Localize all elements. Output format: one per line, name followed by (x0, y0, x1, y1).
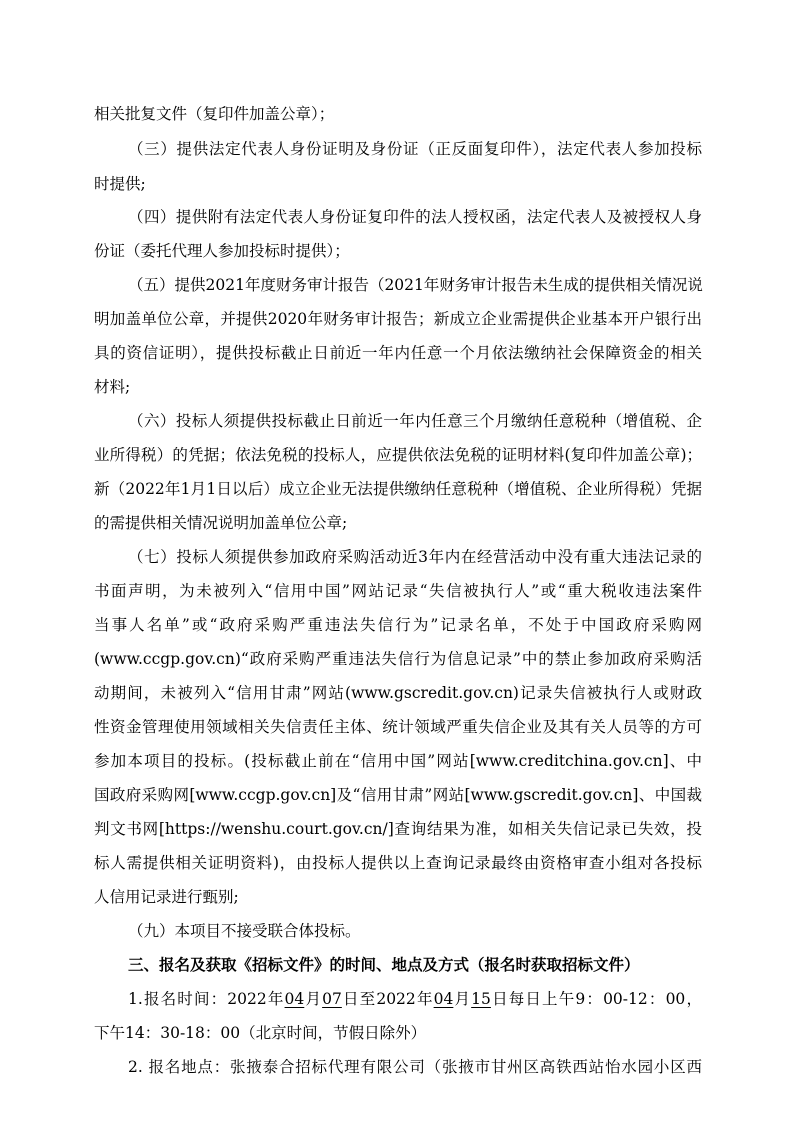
reg-time-suffix: 日每日上午9：00-12：00， (490, 990, 702, 1008)
reg-month-char: 月 (453, 990, 472, 1008)
text-line: 性资金管理使用领域相关失信责任主体、统计领域严重失信企业及其有关人员等的方可 (94, 718, 702, 736)
text-line: 材料; (94, 378, 131, 396)
reg-start-day: 07 (322, 990, 342, 1008)
text-line: (www.ccgp.gov.cn)“政府采购严重违法失信行为信息记录”中的禁止参加政府采购活 (94, 650, 702, 668)
reg-start-month: 04 (284, 990, 305, 1008)
text-line: 业所得税）的凭据；依法免税的投标人，应提供依法免税的证明材料(复印件加盖公章)； (94, 446, 702, 464)
text-line: （九）本项目不接受联合体投标。 (128, 922, 361, 940)
text-line: 人信用记录进行甄别; (94, 888, 239, 906)
registration-place-line: 2. 报名地点：张掖泰合招标代理有限公司（张掖市甘州区高铁西站怡水园小区西 (128, 1058, 702, 1076)
text-line: （四）提供附有法定代表人身份证复印件的法人授权函，法定代表人及被授权人身 (128, 208, 702, 226)
reg-end-day: 15 (471, 990, 491, 1008)
text-line: 当事人名单”或“政府采购严重违法失信行为”记录名单，不处于中国政府采购网 (94, 616, 702, 634)
reg-end-month: 04 (433, 990, 454, 1008)
text-line: 时提供; (94, 175, 146, 193)
text-line: 判文书网[https://wenshu.court.gov.cn/]查询结果为准，如相关失信记录已失效，投 (94, 820, 702, 838)
section-heading: 三、报名及获取《招标文件》的时间、地点及方式（报名时获取招标文件） (128, 956, 640, 974)
reg-month-char: 月 (304, 990, 323, 1008)
text-line: （六）投标人须提供投标截止日前近一年内任意三个月缴纳任意税种（增值税、企 (128, 412, 702, 430)
text-line: 动期间，未被列入“信用甘肃”网站(www.gscredit.gov.cn)记录失信被执行人或财政 (94, 684, 702, 702)
text-line: 国政府采购网[www.ccgp.gov.cn]及“信用甘肃”网站[www.gscredit.gov.cn]、中国裁 (94, 786, 702, 804)
text-line: 具的资信证明），提供投标截止日前近一年内任意一个月依法缴纳社会保障资金的相关 (94, 344, 702, 362)
text-line: 参加本项目的投标。(投标截止前在“信用中国”网站[www.creditchina.gov.cn]、中 (94, 752, 702, 770)
text-line: 相关批复文件（复印件加盖公章）； (94, 105, 335, 123)
reg-time-mid: 日至2022年 (341, 990, 434, 1008)
text-line: 份证（委托代理人参加投标时提供）； (94, 242, 350, 260)
text-line: 下午14：30-18：00（北京时间，节假日除外） (94, 1024, 427, 1042)
text-line: 书面声明，为未被列入“信用中国”网站记录“失信被执行人”或“重大税收违法案件 (94, 582, 702, 600)
text-line: （五）提供2021年度财务审计报告（2021年财务审计报告未生成的提供相关情况说 (128, 276, 703, 294)
text-line: （三）提供法定代表人身份证明及身份证（正反面复印件），法定代表人参加投标 (128, 140, 702, 158)
text-line: 新（2022年1月1日以后）成立企业无法提供缴纳任意税种（增值税、企业所得税）凭据 (94, 480, 702, 498)
reg-time-prefix: 1.报名时间：2022年 (128, 990, 285, 1008)
registration-time-line (128, 989, 702, 1009)
text-line: 明加盖单位公章，并提供2020年财务审计报告；新成立企业需提供企业基本开户银行出 (94, 310, 702, 328)
text-line: （七）投标人须提供参加政府采购活动近3年内在经营活动中没有重大违法记录的 (128, 548, 702, 566)
text-line: 的需提供相关情况说明加盖单位公章; (94, 514, 348, 532)
text-line: 标人需提供相关证明资料)，由投标人提供以上查询记录最终由资格审查小组对各投标 (94, 854, 702, 872)
